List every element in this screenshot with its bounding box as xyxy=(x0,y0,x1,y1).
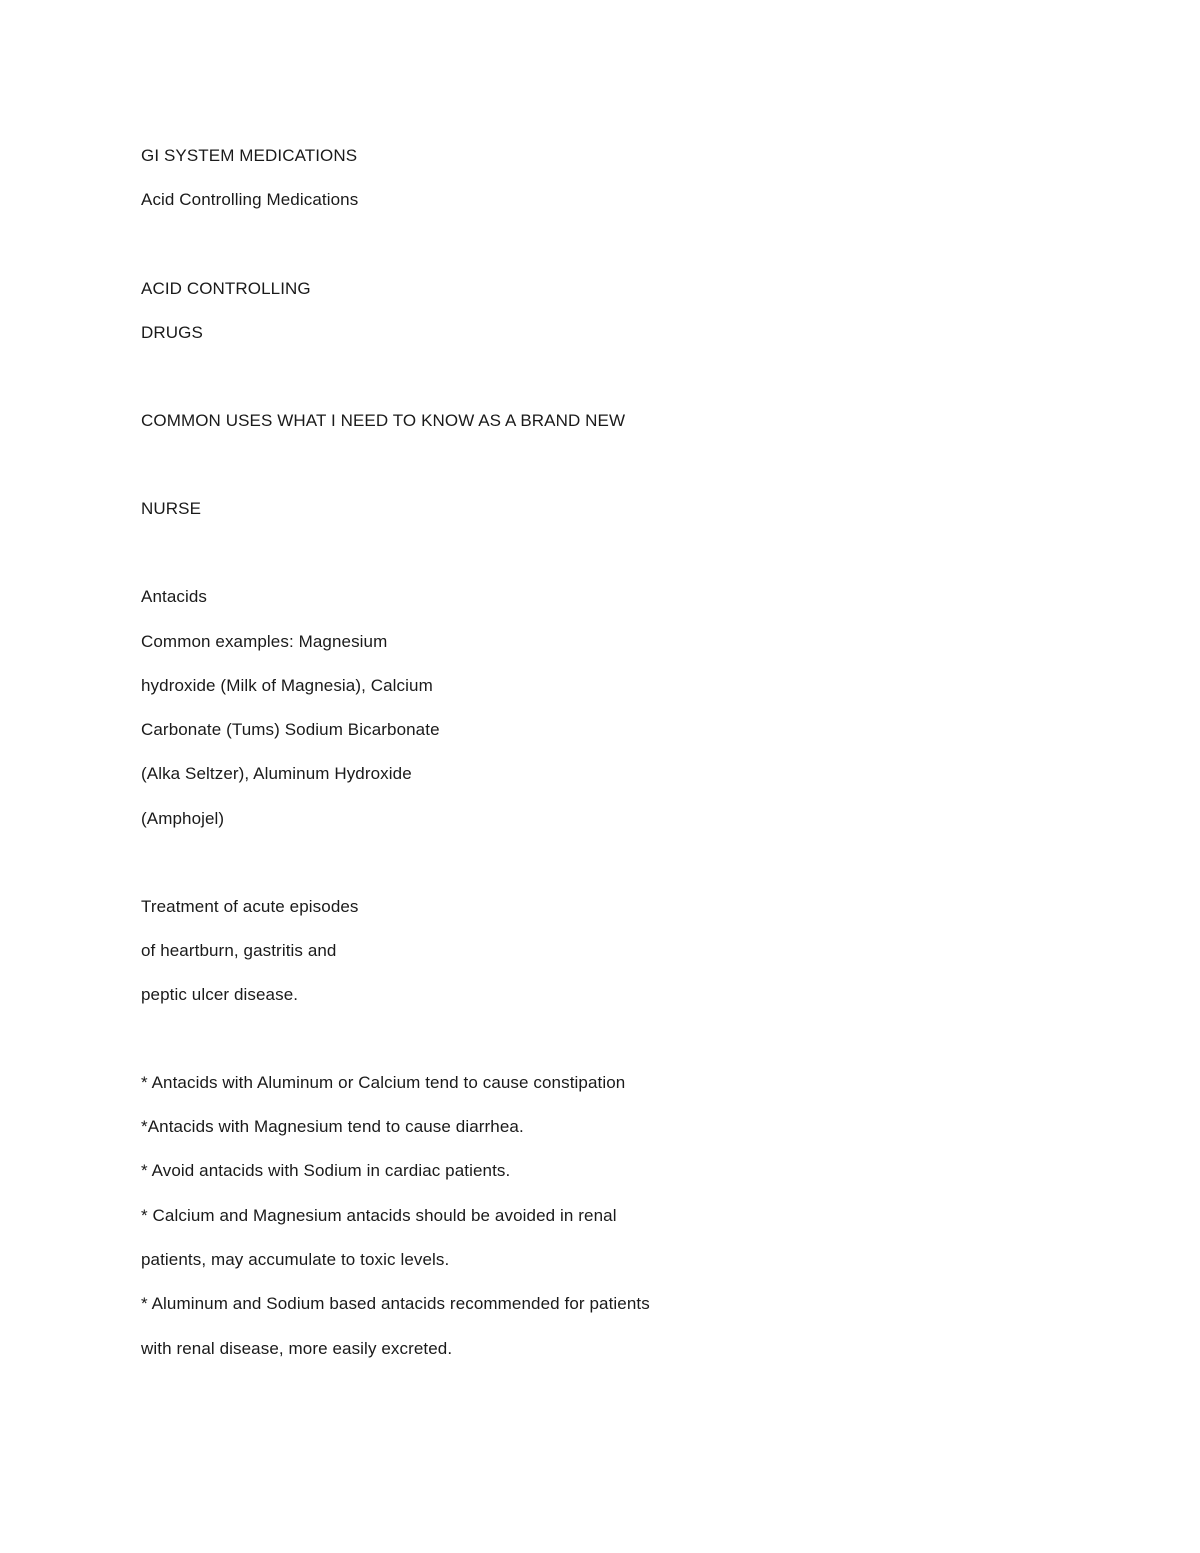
columns-header-line-cont: NURSE xyxy=(141,499,202,518)
section-heading: ACID CONTROLLING xyxy=(141,279,311,298)
note-line: * Avoid antacids with Sodium in cardiac patients. xyxy=(141,1161,511,1180)
examples-line: (Amphojel) xyxy=(141,809,225,828)
note-line: * Antacids with Aluminum or Calcium tend to cause constipation xyxy=(141,1073,626,1092)
note-line: patients, may accumulate to toxic levels. xyxy=(141,1250,450,1269)
section-heading-cont: DRUGS xyxy=(141,323,203,342)
document-subtitle: Acid Controlling Medications xyxy=(141,190,359,209)
note-line: *Antacids with Magnesium tend to cause diarrhea. xyxy=(141,1117,524,1136)
uses-line: peptic ulcer disease. xyxy=(141,985,299,1004)
uses-line: of heartburn, gastritis and xyxy=(141,941,337,960)
examples-line: Carbonate (Tums) Sodium Bicarbonate xyxy=(141,720,440,739)
note-line: with renal disease, more easily excreted. xyxy=(141,1339,453,1358)
document-title: GI SYSTEM MEDICATIONS xyxy=(141,146,358,165)
examples-line: hydroxide (Milk of Magnesia), Calcium xyxy=(141,676,433,695)
uses-line: Treatment of acute episodes xyxy=(141,897,359,916)
note-line: * Calcium and Magnesium antacids should be avoided in renal xyxy=(141,1206,617,1225)
columns-header-line: COMMON USES WHAT I NEED TO KNOW AS A BRAND NEW xyxy=(141,411,626,430)
examples-line: Common examples: Magnesium xyxy=(141,632,388,651)
note-line: * Aluminum and Sodium based antacids recommended for patients xyxy=(141,1294,650,1313)
drug-class-label: Antacids xyxy=(141,587,208,606)
examples-line: (Alka Seltzer), Aluminum Hydroxide xyxy=(141,764,412,783)
